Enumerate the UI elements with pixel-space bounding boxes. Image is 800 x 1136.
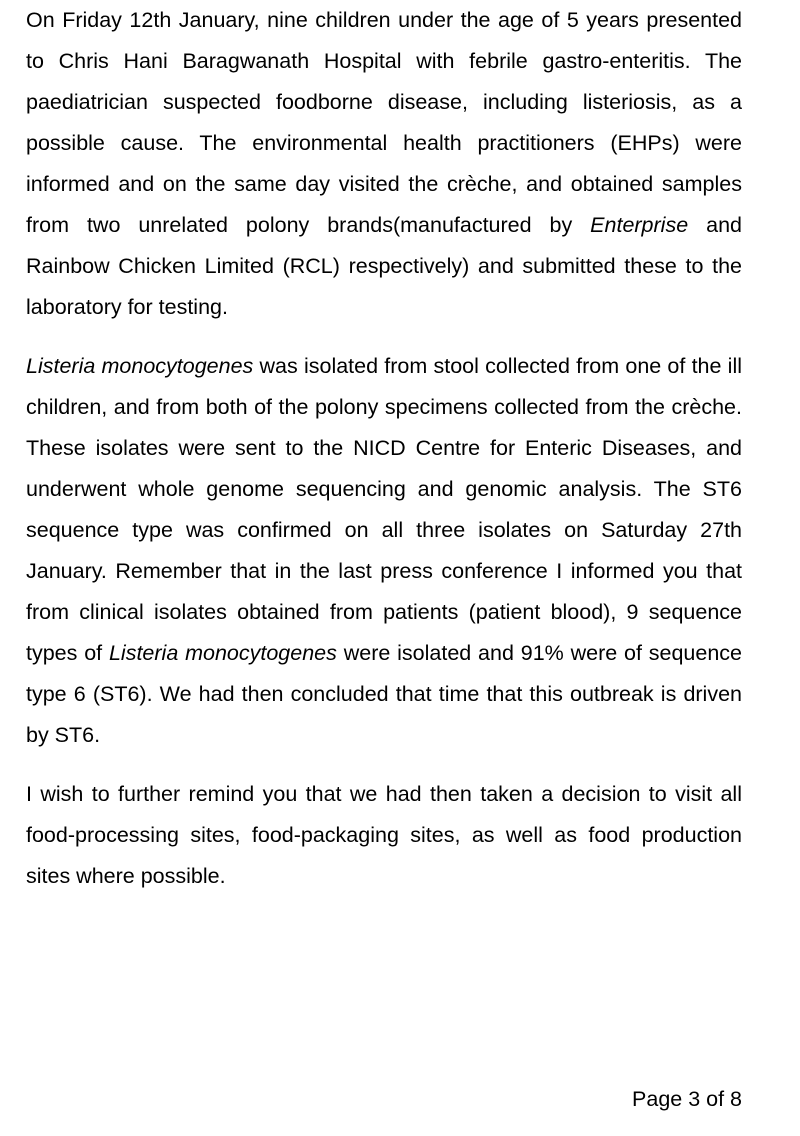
paragraph	[26, 774, 742, 897]
document-body	[26, 0, 742, 897]
paragraph-italic-text: Listeria monocytogenes	[108, 641, 337, 665]
paragraph-italic-text: Listeria monocytogenes	[26, 354, 254, 378]
paragraph-italic-text: Enterprise	[590, 213, 689, 237]
page-number: Page 3 of 8	[632, 1087, 742, 1111]
paragraph-text: On Friday 12th January, nine children under the age of 5 years presented to Chris Hani Baragwanath Hospital with febrile gastro-enteritis. The paediatrician suspected foodborne disease, including listeriosis, as a possible cause. The environmental health practitioners (EHPs) were informed and on the same day visited the crèche, and obtained samples from two unrelated polony brands(manufactured by	[26, 8, 742, 237]
paragraph-text: were isolated and 91% were of sequence type 6 (ST6). We had then concluded that time that this outbreak is driven by ST6.	[26, 641, 743, 747]
paragraph	[26, 0, 742, 328]
paragraph-text: was isolated from stool collected from one of the ill children, and from both of the polony specimens collected from the crèche. These isolates were sent to the NICD Centre for Enteric Diseases, and underwent whole genome sequencing and genomic analysis. The ST6 sequence type was confirmed on all three isolates on Saturday 27th January. Remember that in the last press conference I informed you that from clinical isolates obtained from patients (patient blood), 9 sequence types of	[26, 354, 742, 665]
paragraph-text: and Rainbow Chicken Limited (RCL) respectively) and submitted these to the laboratory for testing.	[26, 213, 742, 319]
paragraph	[26, 346, 742, 756]
paragraph-text: I wish to further remind you that we had then taken a decision to visit all food-processing sites, food-packaging sites, as well as food production sites where possible.	[26, 782, 742, 888]
